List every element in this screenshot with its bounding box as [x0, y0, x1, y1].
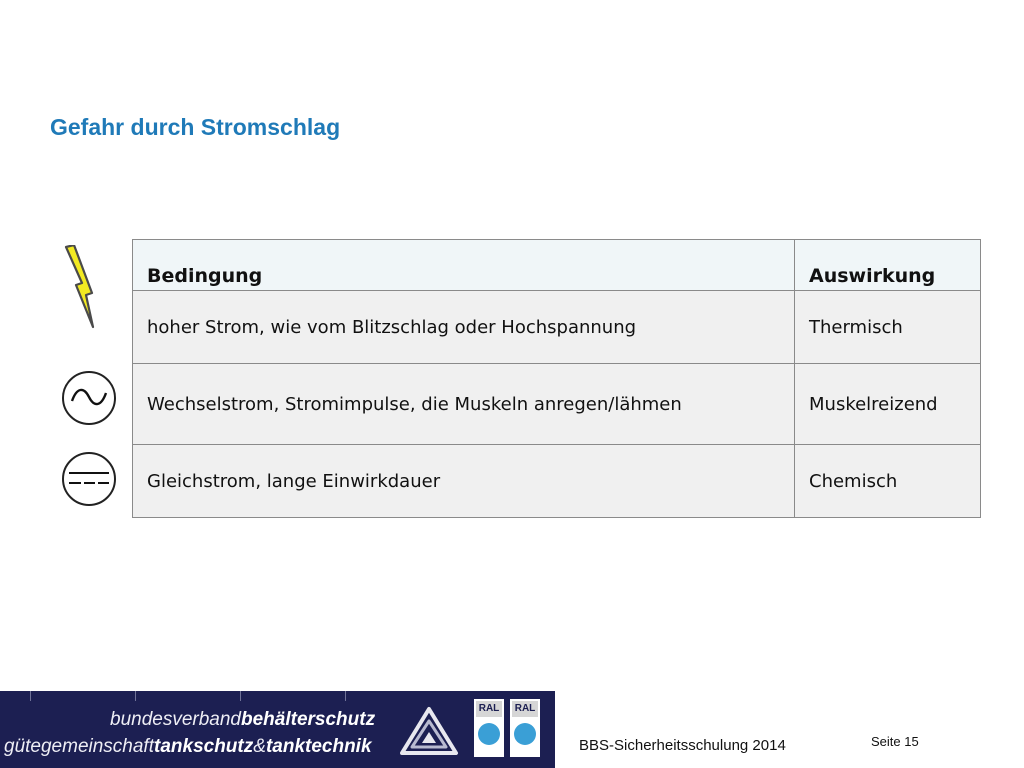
page-number: Seite 15	[871, 734, 919, 749]
hazard-table	[132, 239, 981, 518]
table-row	[133, 291, 981, 364]
table-header-row	[133, 240, 981, 291]
table-row	[133, 445, 981, 518]
footer-banner	[0, 691, 555, 768]
condition-cell: Wechselstrom, Stromimpulse, die Muskeln anregen/lähmen	[133, 364, 795, 445]
ral-seal-tanktechnik-icon: RAL	[510, 699, 540, 757]
lightning-bolt-icon	[62, 245, 98, 331]
header-condition: Bedingung	[133, 240, 795, 291]
divider	[30, 691, 31, 701]
table-row	[133, 364, 981, 445]
slide-title: Gefahr durch Stromschlag	[50, 114, 341, 140]
association-name: bundesverbandbehälterschutz	[110, 709, 376, 730]
effect-cell: Thermisch	[795, 291, 981, 364]
header-effect: Auswirkung	[795, 240, 981, 291]
ral-seal-tankschutz-icon: RAL	[474, 699, 504, 757]
course-title: BBS-Sicherheitsschulung 2014	[579, 737, 786, 754]
triangle-logo-icon	[398, 705, 460, 757]
effect-cell: Chemisch	[795, 445, 981, 518]
direct-current-icon	[61, 451, 117, 507]
quality-association-name: gütegemeinschafttankschutz&tanktechnik	[4, 736, 372, 757]
condition-cell: Gleichstrom, lange Einwirkdauer	[133, 445, 795, 518]
alternating-current-icon	[61, 370, 117, 426]
divider	[135, 691, 136, 701]
effect-cell: Muskelreizend	[795, 364, 981, 445]
divider	[345, 691, 346, 701]
divider	[240, 691, 241, 701]
condition-cell: hoher Strom, wie vom Blitzschlag oder Hochspannung	[133, 291, 795, 364]
